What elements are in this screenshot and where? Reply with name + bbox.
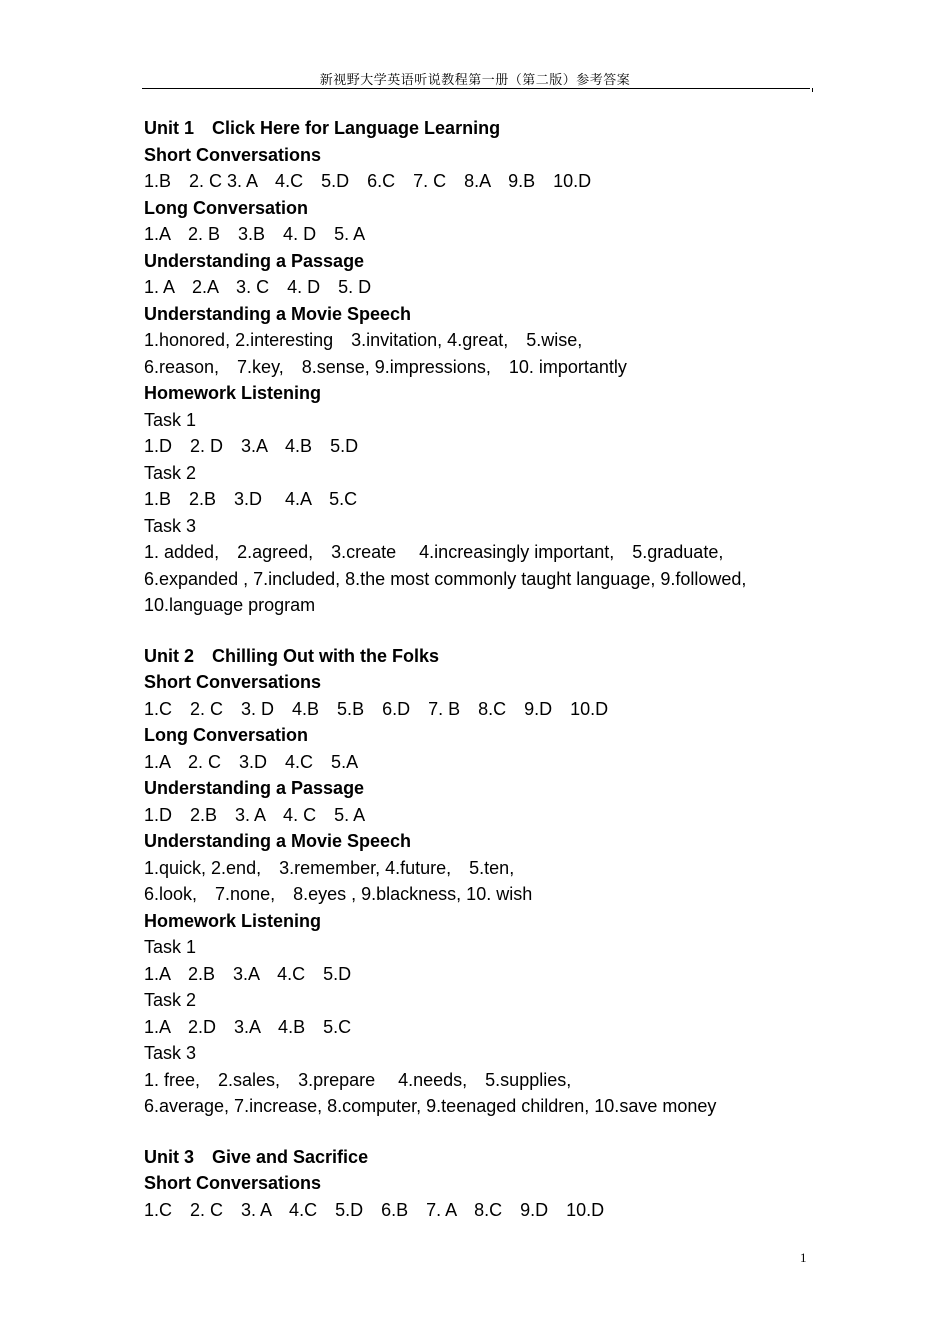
answer-line: 6.reason, 7.key, 8.sense, 9.impressions, 10. importantly — [144, 356, 627, 377]
answer-line: 1.C 2. C 3. A 4.C 5.D 6.B 7. A 8.C 9.D 10.D — [144, 1199, 605, 1220]
answer-line: 1.C 2. C 3. D 4.B 5.B 6.D 7. B 8.C 9.D 10.D — [144, 698, 609, 719]
document-header-title: 新视野大学英语听说教程第一册（第二版）参考答案 — [319, 73, 631, 88]
answer-line: 1.A 2.D 3.A 4.B 5.C — [144, 1016, 352, 1037]
answer-line: 6.look, 7.none, 8.eyes , 9.blackness, 10. wish — [144, 884, 533, 904]
answer-line: 1. A 2.A 3. C 4. D 5. D — [144, 277, 372, 297]
section-heading: Homework Listening — [144, 383, 322, 403]
page-number: 1 — [800, 1250, 807, 1265]
answer-line: 1.B 2. C 3. A 4.C 5.D 6.C 7. C 8.A 9.B 10.D — [144, 171, 592, 191]
section-heading: Understanding a Passage — [144, 778, 365, 798]
answer-line: 6.average, 7.increase, 8.computer, 9.teenaged children, 10.save money — [144, 1096, 717, 1116]
answer-line: 1.A 2.B 3.A 4.C 5.D — [144, 963, 352, 984]
answer-line: 1. added, 2.agreed, 3.create 4.increasingly important, 5.graduate, — [144, 542, 724, 562]
answer-line: 1.D 2.B 3. A 4. C 5. A — [144, 804, 366, 825]
answer-line: 1.B 2.B 3.D 4.A 5.C — [144, 489, 358, 509]
answer-line: 1.A 2. C 3.D 4.C 5.A — [144, 751, 359, 772]
section-heading: Understanding a Movie Speech — [144, 303, 412, 324]
answer-line: 6.expanded , 7.included, 8.the most commonly taught language, 9.followed, — [144, 568, 747, 589]
unit-title: Unit 2 Chilling Out with the Folks — [144, 645, 439, 666]
section-heading: Long Conversation — [144, 197, 309, 218]
section-heading: Short Conversations — [144, 144, 322, 165]
unit-title: Unit 1 Click Here for Language Learning — [144, 118, 501, 138]
task-label: Task 3 — [144, 1043, 197, 1063]
task-label: Task 2 — [144, 990, 197, 1010]
unit-title: Unit 3 Give and Sacrifice — [144, 1146, 369, 1167]
answer-line: 1.A 2. B 3.B 4. D 5. A — [144, 224, 366, 244]
answer-line: 1.honored, 2.interesting 3.invitation, 4.great, 5.wise, — [144, 330, 583, 350]
answer-key-body — [144, 115, 824, 1223]
task-label: Task 2 — [144, 462, 197, 483]
section-heading: Understanding a Movie Speech — [144, 831, 412, 851]
answer-line: 1.D 2. D 3.A 4.B 5.D — [144, 436, 359, 456]
answer-line: 1.quick, 2.end, 3.remember, 4.future, 5.ten, — [144, 857, 515, 878]
task-label: Task 1 — [144, 409, 197, 430]
section-heading: Short Conversations — [144, 672, 322, 692]
header-rule — [142, 88, 810, 89]
section-heading: Short Conversations — [144, 1173, 322, 1193]
section-heading: Homework Listening — [144, 910, 322, 931]
task-label: Task 1 — [144, 937, 197, 957]
task-label: Task 3 — [144, 515, 197, 536]
section-heading: Understanding a Passage — [144, 250, 365, 271]
answer-line: 1. free, 2.sales, 3.prepare 4.needs, 5.supplies, — [144, 1069, 572, 1090]
section-heading: Long Conversation — [144, 725, 309, 745]
answer-line: 10.language program — [144, 595, 316, 615]
